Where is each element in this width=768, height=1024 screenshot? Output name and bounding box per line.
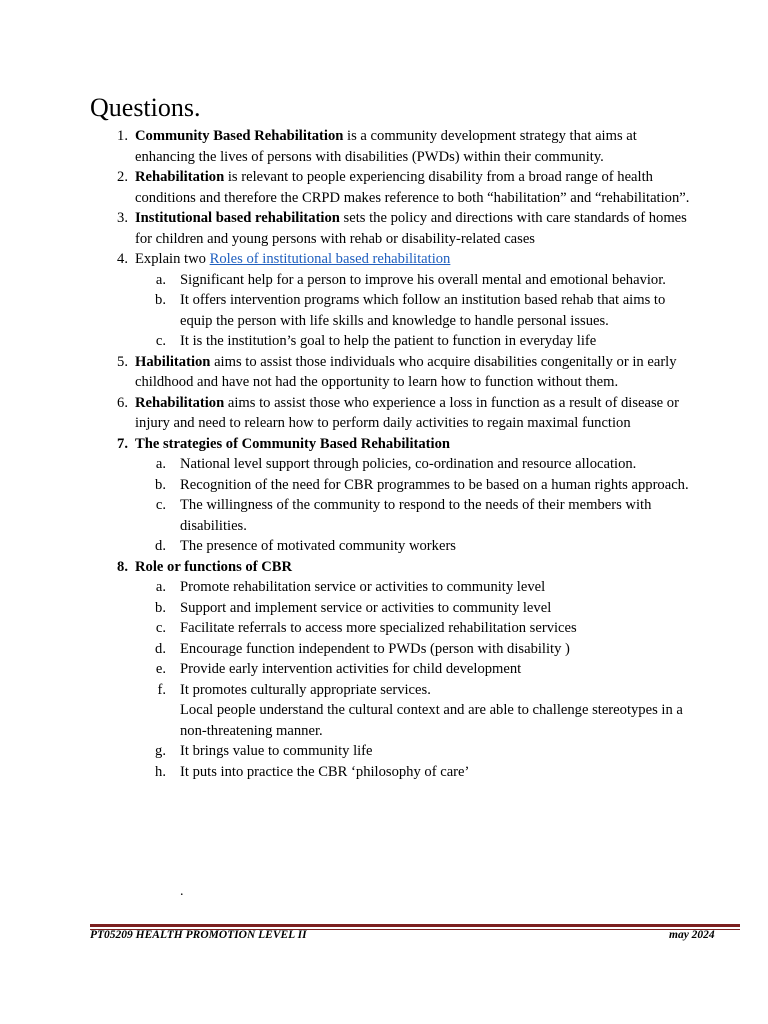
item-number: 3.	[117, 210, 128, 226]
sub-text: Encourage function independent to PWDs (person with disability )	[180, 640, 570, 657]
sub-item-8h	[90, 762, 690, 783]
sub-letter: a.	[155, 579, 166, 595]
question-item-3	[90, 208, 690, 249]
sub-text: It offers intervention programs which follow an institution based rehab that aims to equip the person with life skills and knowledge to handle personal issues.	[180, 292, 666, 329]
footer-course: PT05209 HEALTH PROMOTION LEVEL II	[90, 929, 307, 941]
sub-text: Promote rehabilitation service or activities to community level	[180, 579, 546, 595]
sub-text: It puts into practice the CBR ‘philosophy of care’	[180, 763, 470, 780]
sub-item-8e	[90, 659, 690, 680]
item-heading: The strategies of Community Based Rehabilitation	[135, 435, 450, 452]
sub-text: National level support through policies, co-ordination and resource allocation.	[180, 456, 637, 472]
sub-text: Recognition of the need for CBR programmes to be based on a human rights approach.	[180, 476, 689, 493]
sub-item-7a	[90, 454, 690, 475]
sub-item-8d	[90, 639, 690, 660]
sub-item-8b	[90, 598, 690, 619]
item-number: 1.	[117, 128, 128, 144]
item-number: 5.	[117, 353, 128, 370]
item-number: 7.	[117, 435, 128, 452]
item-term: Institutional based rehabilitation	[135, 210, 340, 226]
sub-letter: b.	[155, 599, 166, 616]
sub-letter: c.	[155, 497, 166, 513]
sub-item-4a	[90, 270, 690, 291]
sub-letter: b.	[155, 292, 166, 308]
sub-letter: b.	[155, 476, 166, 493]
footer-rule-thick	[90, 924, 740, 927]
footer-date: may 2024	[669, 929, 715, 941]
sub-item-7d	[90, 536, 690, 557]
sub-item-8g	[90, 741, 690, 762]
item-heading: Role or functions of CBR	[135, 558, 293, 575]
item-number: 6.	[117, 394, 128, 411]
sub-letter: c.	[155, 620, 166, 636]
item-number: 2.	[117, 169, 128, 185]
question-item-4	[90, 249, 690, 270]
sub-item-7b	[90, 475, 690, 496]
question-list	[90, 126, 690, 782]
sub-text: It promotes culturally appropriate services.	[180, 681, 431, 698]
question-item-1	[90, 126, 690, 167]
sub-text: It brings value to community life	[180, 743, 373, 759]
sub-item-4c	[90, 331, 690, 352]
sub-letter: d.	[155, 538, 166, 554]
item-term: Community Based Rehabilitation	[135, 128, 344, 144]
question-item-8	[90, 557, 690, 578]
sub-letter: a.	[155, 456, 166, 472]
sub-letter: c.	[155, 333, 166, 349]
item-text: aims to assist those individuals who acquire disabilities congenitally or in early childhood and have not had the opportunity to learn how to function without them.	[135, 353, 677, 390]
sub-letter: g.	[155, 743, 166, 759]
sub-letter: e.	[155, 661, 166, 677]
roles-link[interactable]: Roles of institutional based rehabilitation	[209, 251, 451, 267]
sub-text: Significant help for a person to improve his overall mental and emotional behavior.	[180, 271, 666, 288]
question-item-5	[90, 352, 690, 393]
question-item-6	[90, 393, 690, 434]
item-text: is relevant to people experiencing disability from a broad range of health conditions and therefore the CRPD makes reference to both “habilitation” and “rehabilitation”.	[135, 169, 690, 206]
item-term: Habilitation	[135, 353, 211, 370]
item-text: Explain two	[135, 251, 210, 267]
sub-text: Support and implement service or activities to community level	[180, 599, 552, 616]
sub-item-7c	[90, 495, 690, 536]
sub-item-4b	[90, 290, 690, 331]
item-term: Rehabilitation	[135, 394, 225, 411]
item-text: sets the policy and directions with care standards of homes for children and young persons with rehab or disability-related cases	[135, 210, 687, 247]
sub-letter: h.	[155, 763, 166, 780]
sub-item-8c	[90, 618, 690, 639]
item-text: aims to assist those who experience a loss in function as a result of disease or injury and need to relearn how to perform daily activities to regain maximal function	[135, 394, 679, 431]
sub-letter: a.	[155, 271, 166, 288]
item-number: 8.	[117, 558, 128, 575]
sub-letter: d.	[155, 640, 166, 657]
sub-item-8a	[90, 577, 690, 598]
sub-item-8f	[90, 680, 690, 742]
page-title: Questions.	[90, 93, 201, 122]
sub-text: The willingness of the community to respond to the needs of their members with disabilities.	[180, 497, 652, 534]
item-term: Rehabilitation	[135, 169, 225, 185]
sub-text: Facilitate referrals to access more specialized rehabilitation services	[180, 620, 577, 636]
sub-text: The presence of motivated community workers	[180, 538, 456, 554]
sub-letter: f.	[157, 681, 166, 698]
question-item-2	[90, 167, 690, 208]
item-number: 4.	[117, 251, 128, 267]
sub-continuation: Local people understand the cultural context and are able to challenge stereotypes in a non-threatening manner.	[180, 702, 683, 739]
question-item-7	[90, 434, 690, 455]
sub-text: Provide early intervention activities for child development	[180, 661, 522, 677]
item-text: is a community development strategy that aims at enhancing the lives of persons with disabilities (PWDs) within their community.	[135, 128, 637, 165]
trailing-dot: .	[180, 884, 184, 899]
sub-text: It is the institution’s goal to help the patient to function in everyday life	[180, 333, 597, 349]
